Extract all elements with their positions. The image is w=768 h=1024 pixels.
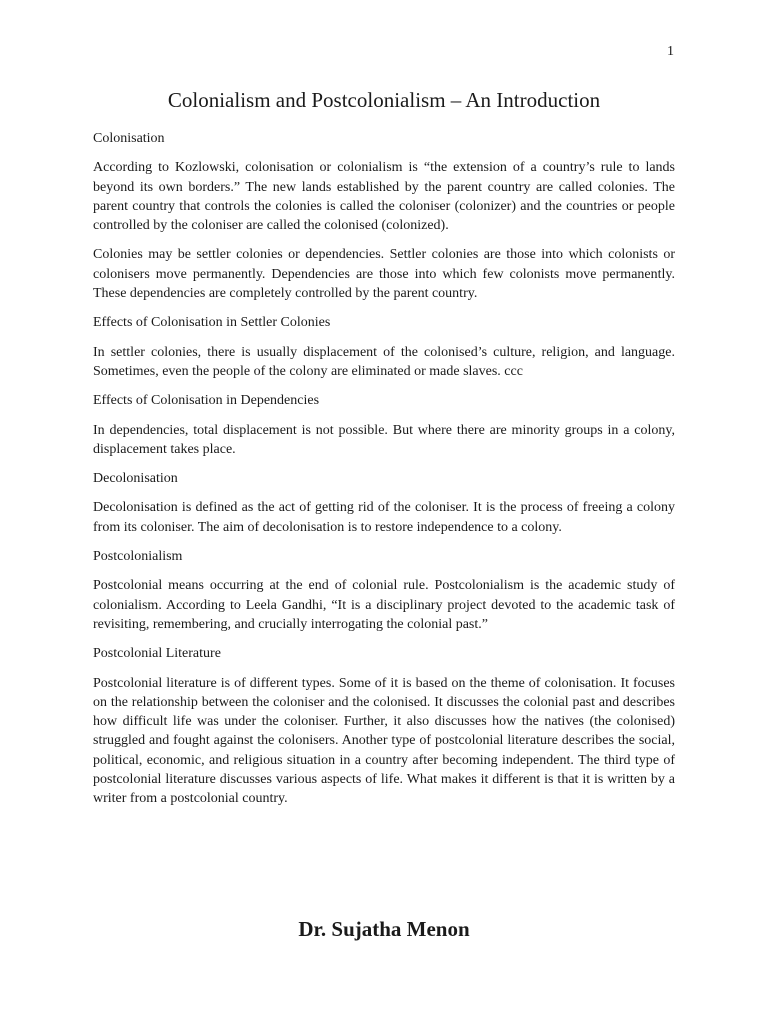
section-heading: Postcolonial Literature bbox=[93, 646, 221, 662]
author-name: Dr. Sujatha Menon bbox=[298, 917, 470, 941]
paragraph: Decolonisation is defined as the act of getting rid of the coloniser. It is the process of freeing a colony from its coloniser. The aim of decolonisation is to restore independence to a colony. bbox=[93, 500, 675, 535]
section-heading: Postcolonialism bbox=[93, 549, 183, 565]
page-number: 1 bbox=[667, 44, 674, 59]
section-decolonisation bbox=[93, 469, 675, 537]
paragraph: Postcolonial literature is of different types. Some of it is based on the theme of colonisation. It focuses on the relationship between the coloniser and the colonised. It discusses the colonial past and describes how difficult life was under the coloniser. Further, it also discusses how the natives (the colonised) struggled and fought against the colonisers. Another type of postcolonial literature describes the social, political, economic, and religious situation in a country after becoming independent. The third type of postcolonial literature discusses various aspects of life. What makes it different is that it is written by a writer from a postcolonial country. bbox=[93, 675, 675, 807]
section-postcolonial-literature bbox=[93, 644, 675, 808]
section-heading: Decolonisation bbox=[93, 471, 178, 487]
section-heading: Colonisation bbox=[93, 131, 165, 146]
section-dependencies bbox=[93, 391, 675, 459]
paragraph: Postcolonial means occurring at the end of colonial rule. Postcolonialism is the academic study of colonialism. According to Leela Gandhi, “It is a disciplinary project devoted to the academic task of revisiting, remembering, and crucially interrogating the colonial past.” bbox=[93, 578, 675, 632]
section-heading: Effects of Colonisation in Settler Colonies bbox=[93, 315, 331, 331]
paragraph: According to Kozlowski, colonisation or colonialism is “the extension of a country’s rule to lands beyond its own borders.” The new lands established by the parent country are called colonies. The parent country that controls the colonies is called the coloniser (colonizer) and the countries or people controlled by the coloniser are called the colonised (colonized). bbox=[93, 160, 675, 234]
paragraph: In settler colonies, there is usually displacement of the colonised’s culture, religion, and language. Sometimes, even the people of the colony are eliminated or made slaves. ccc bbox=[93, 344, 675, 379]
paragraph: Colonies may be settler colonies or dependencies. Settler colonies are those into which colonists or colonisers move permanently. Dependencies are those into which few colonists move permanently. These dependencies are completely controlled by the parent country. bbox=[93, 247, 675, 302]
section-heading: Effects of Colonisation in Dependencies bbox=[93, 393, 320, 409]
section-postcolonialism bbox=[93, 547, 675, 634]
paragraph: In dependencies, total displacement is not possible. But where there are minority groups in a colony, displacement takes place. bbox=[93, 422, 675, 457]
document-body bbox=[93, 129, 675, 819]
document-title: Colonialism and Postcolonialism – An Introduction bbox=[167, 88, 601, 112]
section-settler-colonies bbox=[93, 313, 675, 381]
section-colonisation bbox=[93, 129, 675, 303]
